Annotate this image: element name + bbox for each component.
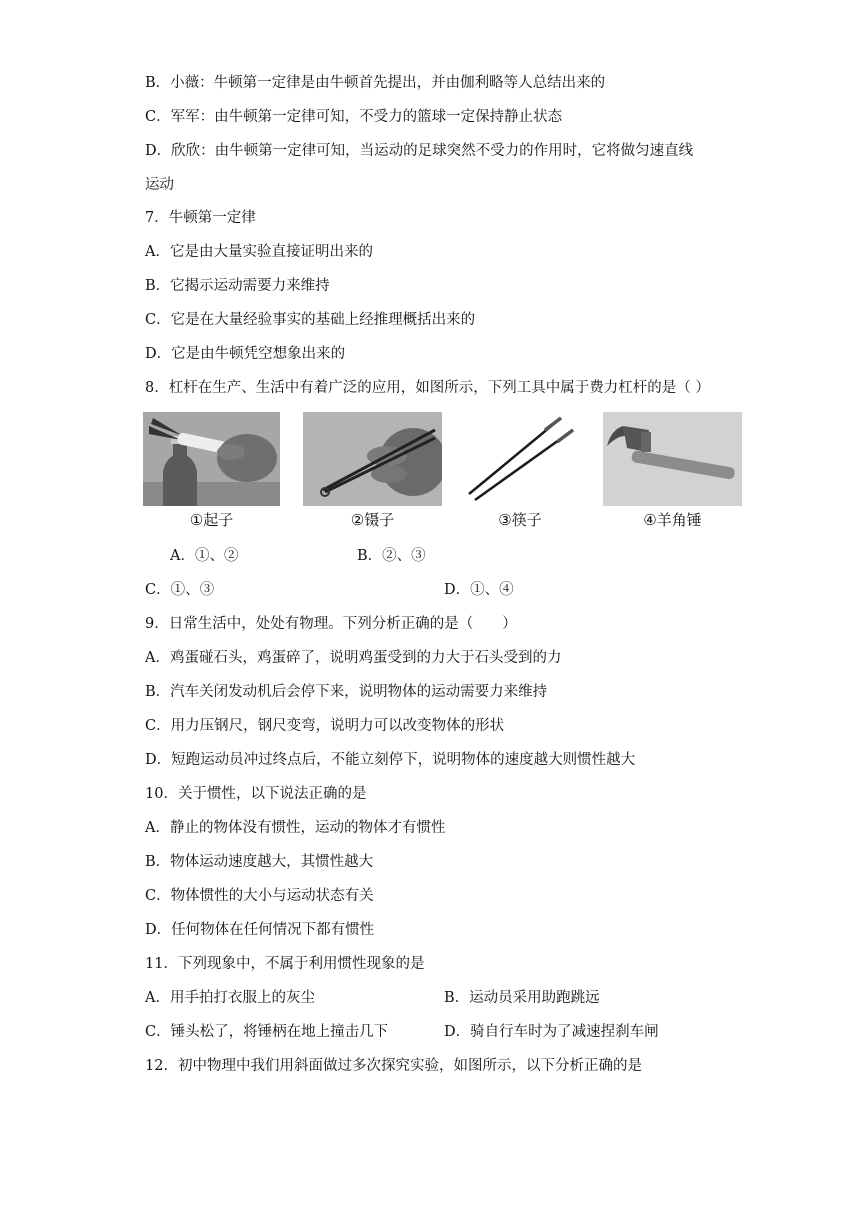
q9-option-d: D．短跑运动员冲过终点后，不能立刻停下，说明物体的速度越大则惯性越大 <box>145 752 636 768</box>
q11-option-d: D．骑自行车时为了减速捏刹车闸 <box>444 1024 659 1040</box>
q11-option-c: C．锤头松了，将锤柄在地上撞击几下 <box>145 1024 389 1040</box>
q11-option-b: B．运动员采用助跑跳远 <box>444 990 600 1006</box>
q12-stem: 12．初中物理中我们用斜面做过多次探究实验，如图所示，以下分析正确的是 <box>145 1058 642 1074</box>
q10-stem: 10．关于惯性，以下说法正确的是 <box>145 786 367 802</box>
q10-option-c: C．物体惯性的大小与运动状态有关 <box>145 888 374 904</box>
q7-stem: 7．牛顿第一定律 <box>145 210 256 226</box>
tweezers-image <box>303 412 442 506</box>
q9-stem: 9．日常生活中，处处有物理。下列分析正确的是（ ） <box>145 616 517 632</box>
caption-bottle-opener: ①起子 <box>189 511 234 529</box>
lever-tools-figure <box>143 412 743 532</box>
q8-option-b: B．②、③ <box>357 548 426 564</box>
q9-option-a: A．鸡蛋碰石头，鸡蛋碎了，说明鸡蛋受到的力大于石头受到的力 <box>145 650 562 666</box>
q11-stem: 11．下列现象中，不属于利用惯性现象的是 <box>145 956 425 972</box>
q7-option-d: D．它是由牛顿凭空想象出来的 <box>145 346 346 362</box>
q10-option-d: D．任何物体在任何情况下都有惯性 <box>145 922 375 938</box>
q11-option-a: A．用手拍打衣服上的灰尘 <box>145 990 315 1006</box>
claw-hammer-image <box>603 412 742 506</box>
q9-option-c: C．用力压钢尺，钢尺变弯，说明力可以改变物体的形状 <box>145 718 505 734</box>
q6-option-d-line2: 运动 <box>145 177 174 193</box>
q8-option-c: C．①、③ <box>145 582 215 598</box>
q10-option-a: A．静止的物体没有惯性，运动的物体才有惯性 <box>145 820 446 836</box>
q8-option-d: D．①、④ <box>444 582 514 598</box>
caption-tweezers: ②镊子 <box>350 511 395 529</box>
caption-chopsticks: ③筷子 <box>498 511 542 529</box>
chopsticks-image <box>465 412 575 506</box>
q6-option-b: B．小薇：牛顿第一定律是由牛顿首先提出，并由伽利略等人总结出来的 <box>145 75 606 91</box>
q9-option-b: B．汽车关闭发动机后会停下来，说明物体的运动需要力来维持 <box>145 684 548 700</box>
bottle-opener-image <box>143 412 280 506</box>
q6-option-d-line1: D．欣欣：由牛顿第一定律可知，当运动的足球突然不受力的作用时，它将做匀速直线 <box>145 143 694 159</box>
q8-stem: 8．杠杆在生产、生活中有着广泛的应用，如图所示，下列工具中属于费力杠杆的是（ ） <box>145 380 710 396</box>
q8-option-a: A．①、② <box>170 548 239 564</box>
q7-option-a: A．它是由大量实验直接证明出来的 <box>145 244 373 260</box>
caption-claw-hammer: ④羊角锤 <box>643 511 702 529</box>
q10-option-b: B．物体运动速度越大，其惯性越大 <box>145 854 374 870</box>
q7-option-b: B．它揭示运动需要力来维持 <box>145 278 330 294</box>
q6-option-c: C．军军：由牛顿第一定律可知，不受力的篮球一定保持静止状态 <box>145 109 563 125</box>
q7-option-c: C．它是在大量经验事实的基础上经推理概括出来的 <box>145 312 476 328</box>
